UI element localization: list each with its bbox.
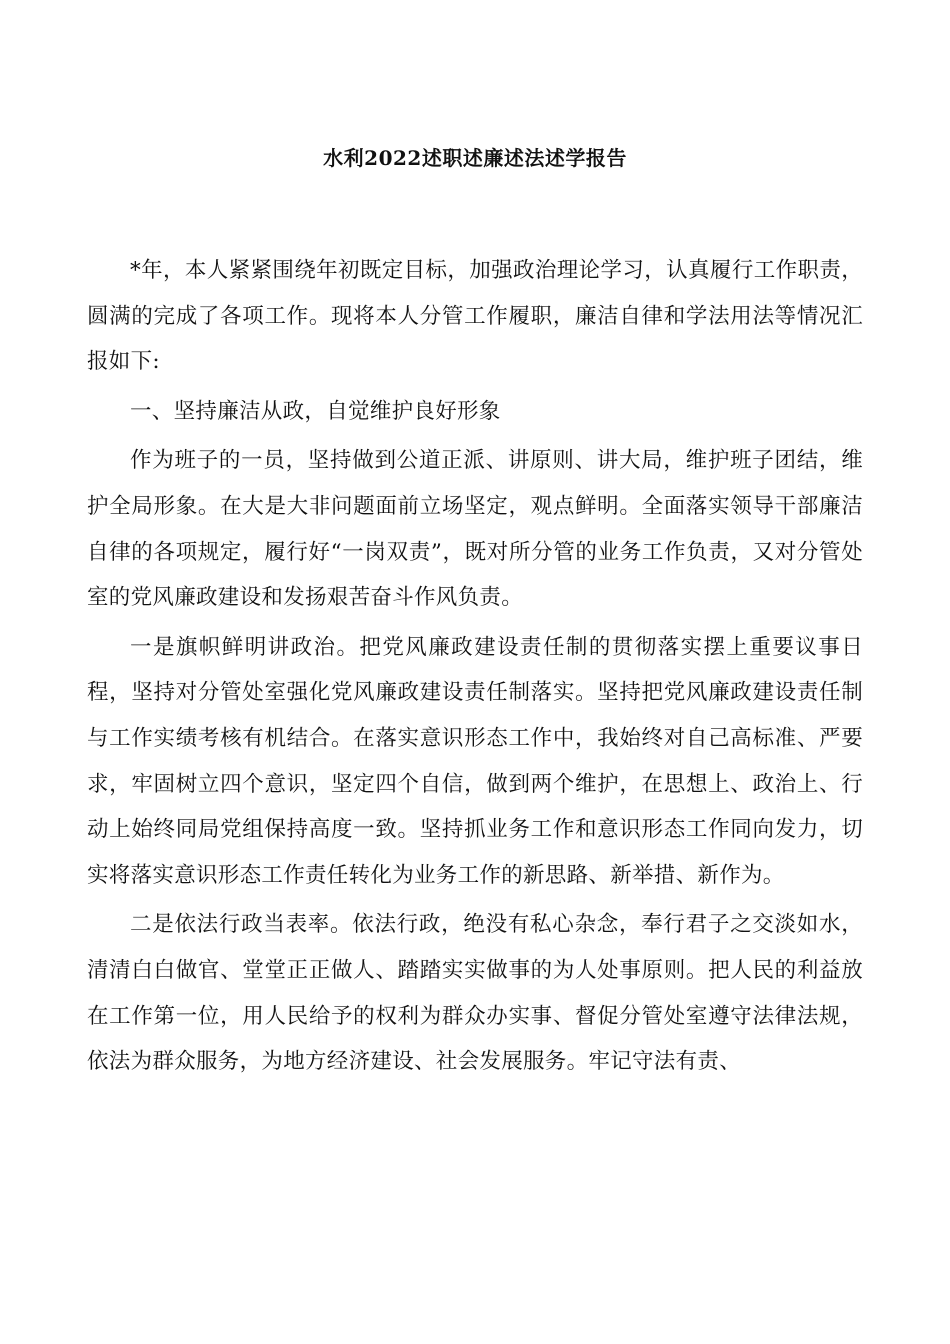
intro-paragraph: *年，本人紧紧围绕年初既定目标，加强政治理论学习，认真履行工作职责，圆满的完成了各项工作。现将本人分管工作履职，廉洁自律和学法用法等情况汇报如下: xyxy=(87,258,863,375)
body-paragraph: 作为班子的一员，坚持做到公道正派、讲原则、讲大局，维护班子团结，维护全局形象。在大是大非问题面前立场坚定，观点鲜明。全面落实领导干部廉洁自律的各项规定，履行好“一岗双责”，既对所分管的业务工作负责，又对分管处室的党风廉政建设和发扬艰苦奋斗作风负责。 xyxy=(87,448,863,611)
body-paragraph: 一是旗帜鲜明讲政治。把党风廉政建设责任制的贯彻落实摆上重要议事日程，坚持对分管处室强化党风廉政建设责任制落实。坚持把党风廉政建设责任制与工作实绩考核有机结合。在落实意识形态工作中，我始终对自己高标准、严要求，牢固树立四个意识，坚定四个自信，做到两个维护，在思想上、政治上、行动上始终同局党组保持高度一致。坚持抓业务工作和意识形态工作同向发力，切实将落实意识形态工作责任转化为业务工作的新思路、新举措、新作为。 xyxy=(87,634,863,888)
document-title: 水利2022述职述廉述法述学报告 xyxy=(323,146,627,170)
section-heading: 一、坚持廉洁从政，自觉维护良好形象 xyxy=(130,398,501,424)
body-paragraph: 二是依法行政当表率。依法行政，绝没有私心杂念，奉行君子之交淡如水，清清白白做官、堂堂正正做人、踏踏实实做事的为人处事原则。把人民的利益放在工作第一位，用人民给予的权利为群众办实事、督促分管处室遵守法律法规，依法为群众服务，为地方经济建设、社会发展服务。牢记守法有责、 xyxy=(87,912,863,1075)
document-body xyxy=(87,248,863,1085)
